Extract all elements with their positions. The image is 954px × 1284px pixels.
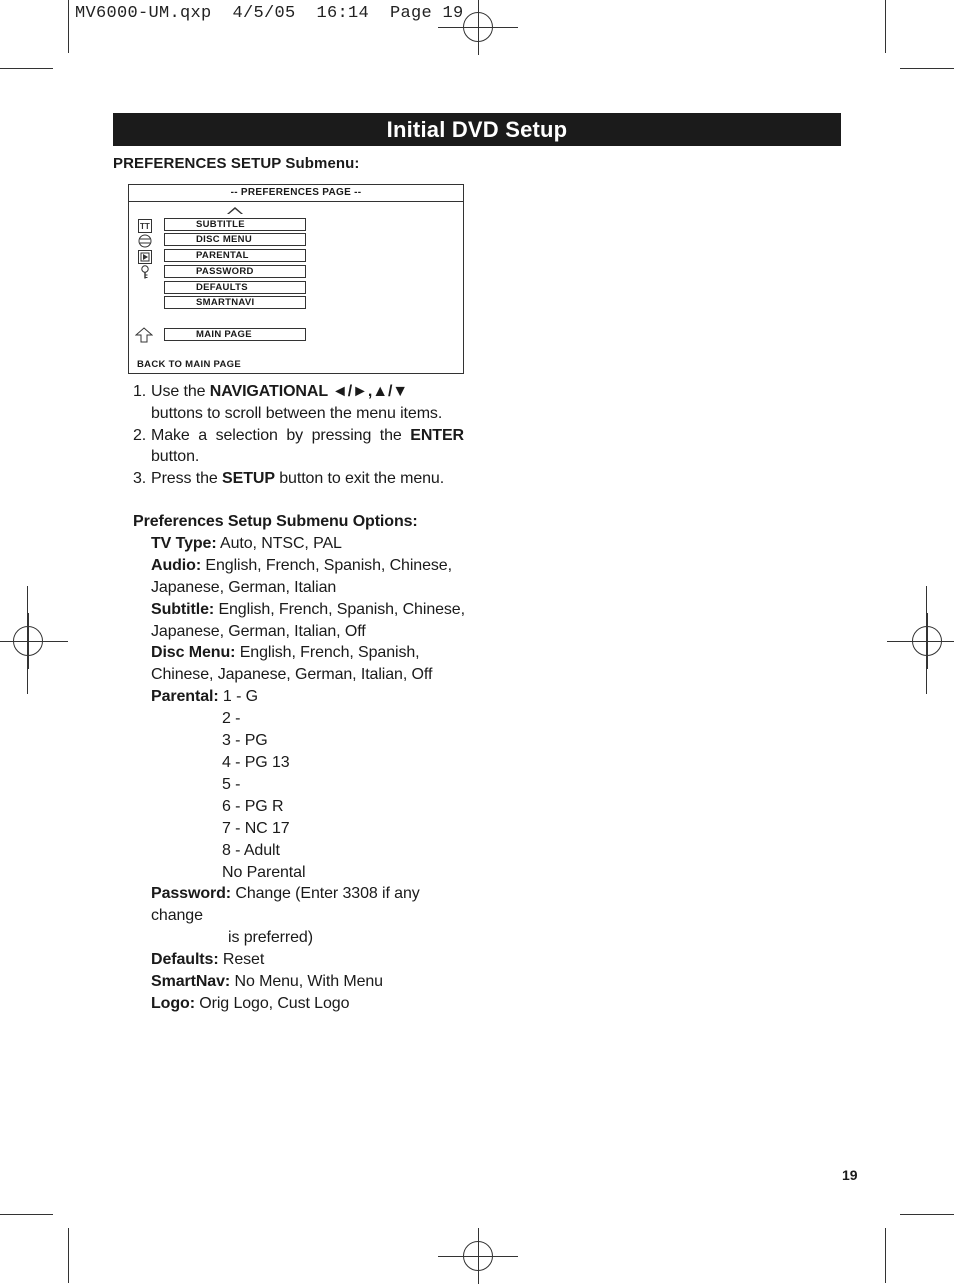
key-icon	[138, 265, 152, 279]
option-value: Auto, NTSC, PAL	[216, 534, 342, 552]
option-audio	[133, 555, 456, 599]
option-label: Logo:	[151, 994, 195, 1012]
step-button-name: NAVIGATIONAL ◄/►,▲/▼	[209, 383, 409, 400]
section-banner: Initial DVD Setup	[113, 113, 841, 146]
option-label: Password:	[151, 885, 232, 903]
step-text: Use the	[151, 383, 210, 400]
submenu-heading: PREFERENCES SETUP Submenu:	[113, 155, 360, 172]
crop-mark	[885, 1228, 886, 1283]
option-logo	[133, 993, 473, 1015]
option-value: English, French, Spanish, Chinese, Japanese, German, Italian, Off	[151, 644, 433, 684]
subtitle-icon	[138, 219, 152, 233]
crop-mark	[0, 1214, 53, 1215]
parental-rating: 7 - NC 17	[222, 819, 290, 837]
up-arrow-icon	[227, 207, 243, 214]
parental-rating: No Parental	[222, 863, 306, 881]
option-tv-type	[133, 533, 473, 555]
crop-mark	[68, 0, 69, 53]
option-value: Orig Logo, Cust Logo	[194, 994, 350, 1012]
menu-item-subtitle[interactable]: SUBTITLE	[164, 218, 306, 231]
option-label: Audio:	[151, 556, 202, 574]
instruction-steps	[133, 381, 464, 490]
crop-mark	[27, 586, 28, 694]
option-value: 1 - G	[218, 688, 258, 706]
option-label: Subtitle:	[151, 600, 215, 618]
home-arrow-icon	[135, 327, 153, 343]
parental-icon	[138, 250, 152, 264]
option-label: Defaults:	[151, 951, 219, 969]
crop-mark	[926, 586, 927, 694]
parental-rating: 6 - PG R	[222, 797, 284, 815]
option-subtitle	[133, 599, 465, 643]
crop-mark	[900, 1214, 954, 1215]
option-label: TV Type:	[151, 534, 217, 552]
option-password	[133, 883, 473, 927]
crop-mark	[0, 68, 53, 69]
option-value: Change (Enter 3308 if any change	[151, 885, 420, 925]
menu-item-password[interactable]: PASSWORD	[164, 265, 306, 278]
option-value: English, French, Spanish, Chinese, Japanese, German, Italian, Off	[151, 600, 465, 640]
step-item	[133, 425, 464, 469]
menu-item-defaults[interactable]: DEFAULTS	[164, 281, 306, 294]
crop-mark	[68, 1228, 69, 1283]
option-disc-menu	[133, 642, 441, 686]
preferences-menu-screen	[128, 184, 464, 374]
step-text: buttons to scroll between the menu items.	[151, 404, 443, 422]
option-label: Parental:	[151, 688, 219, 706]
step-text: button to exit the menu.	[274, 470, 445, 488]
step-number: 1.	[133, 383, 147, 400]
menu-item-disc-menu[interactable]: DISC MENU	[164, 233, 306, 246]
step-text: button.	[151, 448, 200, 466]
back-to-main-page-label: BACK TO MAIN PAGE	[137, 359, 241, 370]
parental-rating: 8 - Adult	[222, 841, 280, 859]
option-parental	[133, 686, 473, 708]
step-text: Make a selection by pressing the	[151, 426, 411, 444]
option-label: Disc Menu:	[151, 644, 236, 662]
parental-rating: 5 -	[222, 775, 241, 793]
crop-mark	[885, 0, 886, 53]
crop-mark	[900, 68, 954, 69]
registration-mark-top	[463, 12, 493, 42]
registration-mark-right	[912, 626, 942, 656]
option-value: English, French, Spanish, Chinese, Japanese, German, Italian	[151, 556, 452, 596]
step-number: 2.	[133, 426, 147, 444]
menu-item-parental[interactable]: PARENTAL	[164, 249, 306, 262]
disc-icon	[138, 234, 152, 248]
menu-title: -- PREFERENCES PAGE --	[129, 185, 463, 202]
step-item	[133, 381, 464, 425]
option-label: SmartNav:	[151, 973, 231, 991]
menu-item-main-page[interactable]: MAIN PAGE	[164, 328, 306, 341]
parental-rating: 3 - PG	[222, 732, 268, 750]
option-defaults	[133, 949, 473, 971]
step-number: 3.	[133, 470, 147, 488]
step-button-name: ENTER	[410, 426, 464, 444]
step-text: Press the	[151, 470, 223, 488]
page-number: 19	[842, 1167, 858, 1183]
step-button-name: SETUP	[222, 470, 275, 488]
option-password-continued: is preferred)	[228, 929, 313, 947]
svg-text:TT: TT	[140, 222, 150, 231]
option-value: No Menu, With Menu	[230, 973, 383, 991]
option-value: Reset	[218, 951, 265, 969]
parental-rating: 2 -	[222, 710, 241, 728]
submenu-options	[133, 511, 473, 1015]
printer-slug: MV6000-UM.qxp 4/5/05 16:14 Page 19	[75, 4, 464, 23]
menu-item-smartnavi[interactable]: SMARTNAVI	[164, 296, 306, 309]
step-item	[133, 468, 464, 490]
registration-mark-bottom	[463, 1241, 493, 1271]
registration-mark-left	[13, 626, 43, 656]
parental-rating: 4 - PG 13	[222, 753, 290, 771]
option-smartnav	[133, 971, 473, 993]
options-heading: Preferences Setup Submenu Options:	[133, 513, 418, 530]
